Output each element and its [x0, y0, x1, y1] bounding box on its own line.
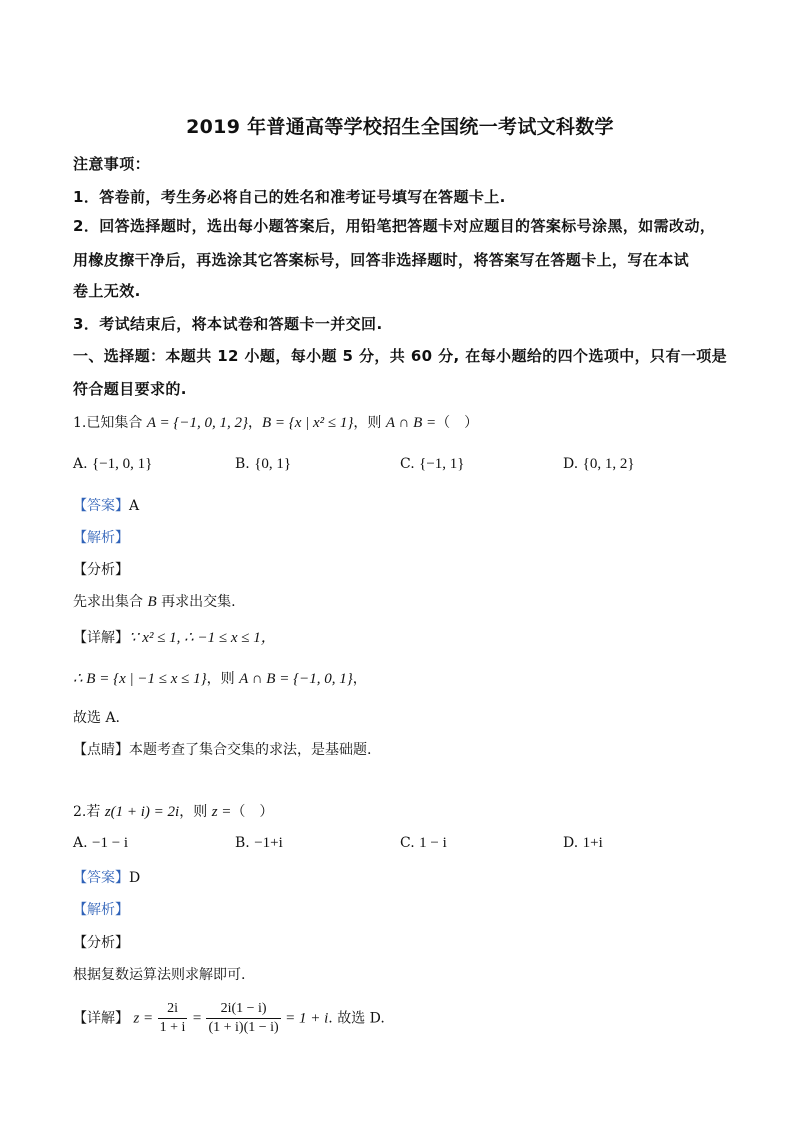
notice-item-1: 1．答卷前，考生务必将自己的姓名和准考证号填写在答题卡上. — [73, 188, 506, 206]
q1-option-c-text: {−1, 1} — [419, 456, 465, 472]
q1-option-b-label: B. — [235, 456, 250, 472]
q2-option-a — [73, 835, 128, 852]
notice-item-2-line-3: 卷上无效. — [73, 282, 141, 300]
q1-option-c — [400, 456, 464, 473]
q1-stem-prefix: 1.已知集合 — [73, 415, 147, 431]
q1-conclude: 故选 A. — [73, 710, 121, 726]
q1-comment-text: 本题考查了集合交集的求法，是基础题. — [129, 742, 372, 758]
q1-detail — [73, 626, 276, 647]
q2-jiexi-tag: 【解析】 — [73, 902, 129, 918]
q2-fraction-1-denominator: 1 + i — [159, 1020, 186, 1035]
q1-stem: 1.已知集合 A = {−1, 0, 1, 2}，B = {x | x² ≤ 1}，则 A ∩ B =（ ） — [73, 415, 479, 431]
q2-stem-mid: ，则 — [179, 804, 212, 820]
q2-detail-result: = 1 + i — [285, 1010, 329, 1027]
q1-fenxi-text-b: 再求出交集. — [156, 594, 236, 610]
q2-fraction-2-denominator: (1 + i)(1 − i) — [208, 1020, 279, 1035]
q1-option-d-label: D. — [563, 456, 579, 472]
q2-ask: z = — [211, 804, 232, 820]
q2-stem-prefix: 2.若 — [73, 804, 105, 820]
q1-option-d — [563, 456, 635, 473]
q1-option-a-label: A. — [73, 456, 88, 472]
q2-detail-z: z = — [133, 1010, 154, 1027]
q1-option-b — [235, 456, 291, 473]
q2-option-d-label: D. — [563, 835, 579, 851]
q1-option-d-text: {0, 1, 2} — [582, 456, 635, 472]
q2-answer-value: D — [129, 870, 141, 886]
q1-detail-line-2 — [73, 668, 367, 688]
q1-fenxi-text-a: 先求出集合 — [73, 594, 148, 610]
q2-answer — [73, 867, 140, 887]
q2-option-a-label: A. — [73, 835, 88, 851]
q2-option-d — [563, 835, 603, 852]
q1-set-a: A = {−1, 0, 1, 2} — [146, 415, 248, 431]
section-heading-line-2: 符合题目要求的. — [73, 380, 187, 398]
q2-answer-tag: 【答案】 — [73, 870, 129, 886]
q2-option-c-label: C. — [400, 835, 415, 851]
q1-comment — [73, 739, 371, 759]
q2-option-b-text: −1+i — [254, 835, 283, 851]
q2-option-a-text: −1 − i — [92, 835, 129, 851]
q1-detail-tag: 【详解】 — [73, 630, 129, 646]
q2-option-c — [400, 835, 447, 852]
q1-option-b-text: {0, 1} — [254, 456, 292, 472]
q2-fraction-2 — [206, 1000, 280, 1037]
q2-fenxi-tag: 【分析】 — [73, 935, 129, 951]
q2-stem-equation: z(1 + i) = 2i — [104, 804, 180, 820]
q1-detail-comma: ， — [352, 671, 367, 687]
q2-option-c-text: 1 − i — [419, 835, 447, 851]
q2-fraction-2-numerator: 2i(1 − i) — [206, 1000, 280, 1019]
notice-heading: 注意事项： — [73, 155, 151, 173]
q1-answer-value: A — [129, 498, 140, 514]
q1-answer — [73, 495, 139, 515]
q1-fenxi-set-b: B — [147, 594, 157, 610]
q2-fraction-1-numerator: 2i — [158, 1000, 188, 1019]
q1-detail-set-b: ∴ B = {x | −1 ≤ x ≤ 1} — [73, 671, 207, 687]
q1-detail-intersection: A ∩ B = {−1, 0, 1} — [239, 671, 353, 687]
q2-detail-tag: 【详解】 — [73, 1010, 129, 1027]
q1-option-c-label: C. — [400, 456, 415, 472]
q2-detail-end: . 故选 D. — [328, 1010, 385, 1027]
q1-paren: （ ） — [436, 415, 479, 431]
q1-fenxi-tag: 【分析】 — [73, 562, 129, 578]
q2-fraction-1 — [158, 1000, 188, 1037]
q1-detail-line-1: ∵ x² ≤ 1, ∴ −1 ≤ x ≤ 1， — [129, 630, 276, 646]
q1-fenxi-text — [73, 591, 236, 611]
q1-stem-mid: ，则 — [353, 415, 386, 431]
q1-set-b: B = {x | x² ≤ 1} — [261, 415, 354, 431]
section-heading-line-1: 一、选择题：本题共 12 小题，每小题 5 分，共 60 分, 在每小题给的四个选项中，只有一项是 — [73, 347, 728, 365]
q2-fenxi-text: 根据复数运算法则求解即可. — [73, 967, 246, 983]
q1-jiexi-tag: 【解析】 — [73, 530, 129, 546]
q2-option-b — [235, 835, 283, 852]
q1-detail-then: ，则 — [206, 671, 240, 687]
notice-item-2-line-1: 2．回答选择题时，选出每小题答案后，用铅笔把答题卡对应题目的答案标号涂黑，如需改动， — [73, 217, 716, 235]
notice-item-2-line-2: 用橡皮擦干净后，再选涂其它答案标号，回答非选择题时，将答案写在答题卡上，写在本试 — [73, 251, 690, 269]
q1-option-a-text: {−1, 0, 1} — [92, 456, 153, 472]
q2-detail: 【详解】 z = $\frac{2i}{1 + i}$ = $\frac{2i(1 - i)}{(1 + i)(1 - i)}$ = 1 + i. 故选 D. — [73, 1001, 385, 1035]
q1-ask: A ∩ B = — [385, 415, 437, 431]
q1-answer-tag: 【答案】 — [73, 498, 129, 514]
q2-option-b-label: B. — [235, 835, 250, 851]
q2-stem — [73, 801, 273, 821]
q1-option-a — [73, 456, 152, 473]
q2-paren: （ ） — [231, 804, 274, 820]
exam-title: 2019 年普通高等学校招生全国统一考试文科数学 — [186, 116, 614, 138]
q2-option-d-text: 1+i — [582, 835, 603, 851]
notice-item-3: 3．考试结束后，将本试卷和答题卡一并交回. — [73, 315, 383, 333]
q1-comment-tag: 【点睛】 — [73, 742, 129, 758]
